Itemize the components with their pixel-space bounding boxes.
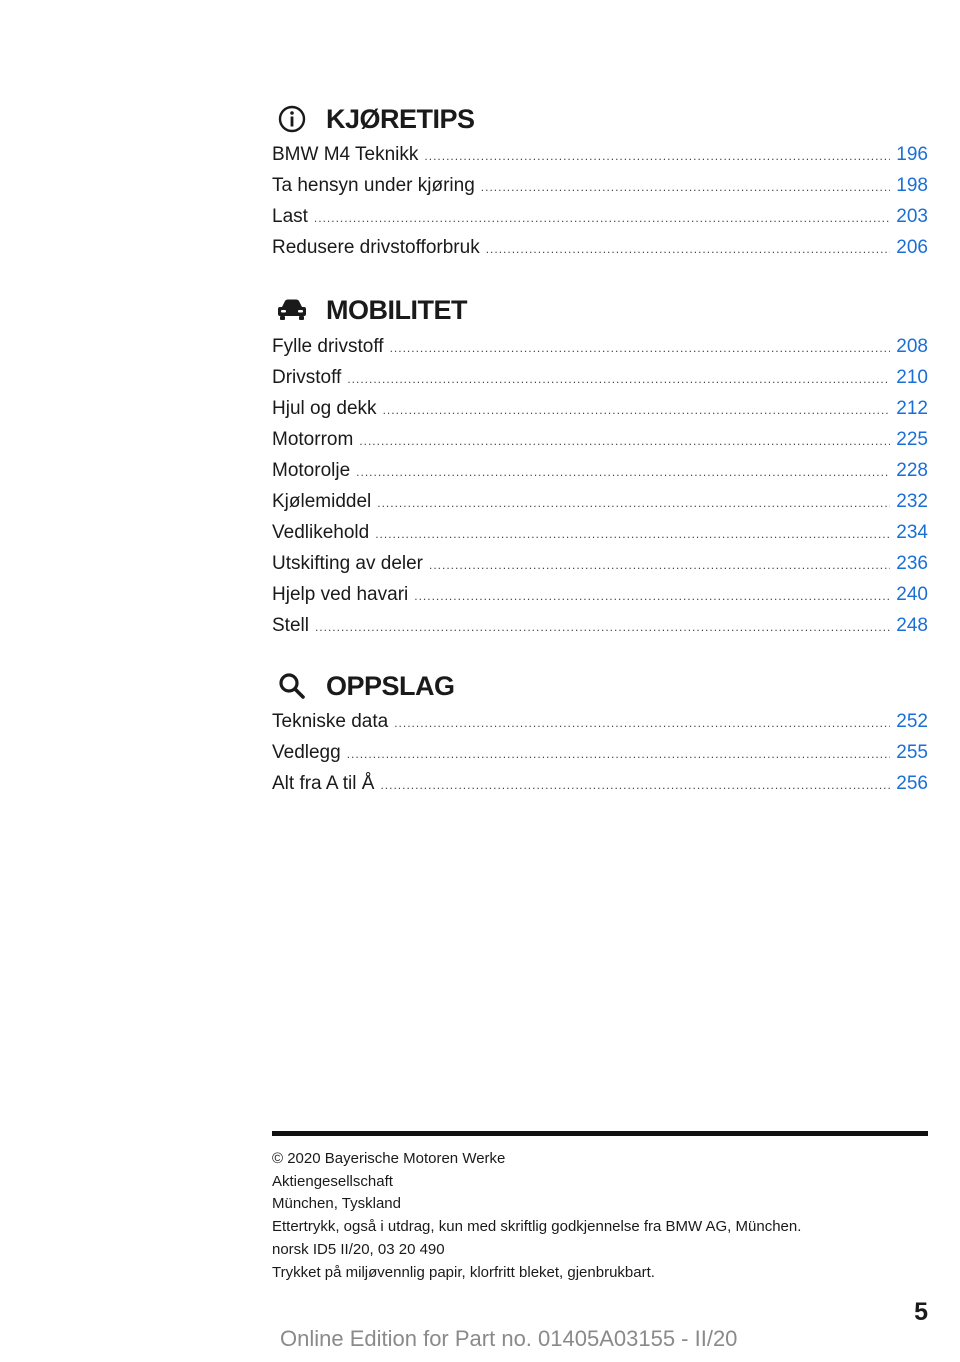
dot-leader (481, 172, 891, 202)
imprint-line: norsk ID5 II/20, 03 20 490 (272, 1240, 445, 1258)
toc-entry-label: Redusere drivstofforbruk (272, 237, 480, 258)
toc-entry-label: Drivstoff (272, 367, 342, 388)
toc-page-link[interactable]: 206 (896, 237, 928, 258)
dot-leader (380, 770, 890, 800)
page-number: 5 (914, 1298, 928, 1326)
toc-entry[interactable] (272, 332, 928, 362)
dot-leader (359, 426, 890, 456)
toc-entry[interactable] (272, 456, 928, 486)
toc-entry-label: Alt fra A til Å (272, 773, 375, 794)
section-title: KJØRETIPS (326, 103, 475, 134)
toc-entry[interactable] (272, 611, 928, 641)
dot-leader (377, 488, 890, 518)
toc-entry[interactable] (272, 769, 928, 799)
toc-entry[interactable] (272, 707, 928, 737)
dot-leader (314, 203, 890, 233)
toc-entry-label: Last (272, 206, 308, 227)
section-heading-kjoretips (272, 99, 475, 139)
toc-entry[interactable] (272, 363, 928, 393)
toc-page-link[interactable]: 252 (896, 711, 928, 732)
toc-entry-label: Tekniske data (272, 711, 389, 732)
toc-entry[interactable] (272, 394, 928, 424)
toc-entry-label: Motorrom (272, 429, 354, 450)
toc-page-link[interactable]: 248 (896, 615, 928, 636)
dot-leader (429, 550, 890, 580)
toc-page-link[interactable]: 240 (896, 584, 928, 605)
dot-leader (486, 234, 891, 264)
toc-page-link[interactable]: 256 (896, 773, 928, 794)
toc-entry[interactable] (272, 140, 928, 170)
toc-page-link[interactable]: 225 (896, 429, 928, 450)
toc-page-link[interactable]: 196 (896, 144, 928, 165)
toc-page-link[interactable]: 228 (896, 460, 928, 481)
dot-leader (414, 581, 890, 611)
info-icon (272, 99, 312, 139)
toc-page-link[interactable]: 210 (896, 367, 928, 388)
toc-entry-label: Stell (272, 615, 309, 636)
section-title: MOBILITET (326, 294, 467, 325)
imprint-line: Trykket på miljøvennlig papir, klorfritt bleket, gjenbrukbart. (272, 1263, 655, 1281)
toc-entry[interactable] (272, 518, 928, 548)
toc-entry[interactable] (272, 580, 928, 610)
dot-leader (347, 739, 891, 769)
search-icon (272, 666, 312, 706)
toc-entry-label: Utskifting av deler (272, 553, 424, 574)
dot-leader (394, 708, 890, 738)
dot-leader (347, 364, 890, 394)
dot-leader (375, 519, 890, 549)
toc-page-link[interactable]: 198 (896, 175, 928, 196)
imprint-line: © 2020 Bayerische Motoren Werke (272, 1150, 506, 1167)
toc-entry[interactable] (272, 549, 928, 579)
toc-entry[interactable] (272, 171, 928, 201)
toc-entry[interactable] (272, 738, 928, 768)
toc-entry-label: Motorolje (272, 460, 351, 481)
section-heading-oppslag (272, 666, 455, 706)
toc-page-link[interactable]: 212 (896, 398, 928, 419)
toc-entry[interactable] (272, 202, 928, 232)
toc-entry[interactable] (272, 425, 928, 455)
toc-entry-label: BMW M4 Teknikk (272, 144, 419, 165)
toc-page-link[interactable]: 236 (896, 553, 928, 574)
toc-entry-label: Ta hensyn under kjøring (272, 175, 475, 196)
toc-page-link[interactable]: 208 (896, 336, 928, 357)
footer-divider (272, 1131, 928, 1136)
toc-entry-label: Hjul og dekk (272, 398, 377, 419)
imprint-block (272, 1148, 801, 1284)
toc-entry-label: Hjelp ved havari (272, 584, 409, 605)
dot-leader (356, 457, 890, 487)
toc-entry-label: Vedlikehold (272, 522, 370, 543)
toc-page-link[interactable]: 232 (896, 491, 928, 512)
imprint-line: Ettertrykk, også i utdrag, kun med skriftlig godkjennelse fra BMW AG, München. (272, 1218, 802, 1236)
imprint-line: Aktiengesellschaft (272, 1172, 393, 1190)
toc-page-link[interactable]: 203 (896, 206, 928, 227)
dot-leader (390, 333, 891, 363)
section-title: OPPSLAG (326, 670, 455, 701)
dot-leader (315, 612, 890, 642)
section-heading-mobilitet (272, 290, 467, 330)
toc-entry[interactable] (272, 233, 928, 263)
toc-page-link[interactable]: 234 (896, 522, 928, 543)
toc-entry[interactable] (272, 487, 928, 517)
dot-leader (383, 395, 891, 425)
toc-entry-label: Kjølemiddel (272, 491, 372, 512)
online-edition-watermark: Online Edition for Part no. 01405A03155 - II/20 (280, 1326, 738, 1351)
imprint-line: München, Tyskland (272, 1195, 401, 1213)
car-icon (272, 290, 312, 330)
toc-entry-label: Fylle drivstoff (272, 336, 384, 357)
dot-leader (424, 141, 890, 171)
toc-entry-label: Vedlegg (272, 742, 341, 763)
toc-page-link[interactable]: 255 (896, 742, 928, 763)
